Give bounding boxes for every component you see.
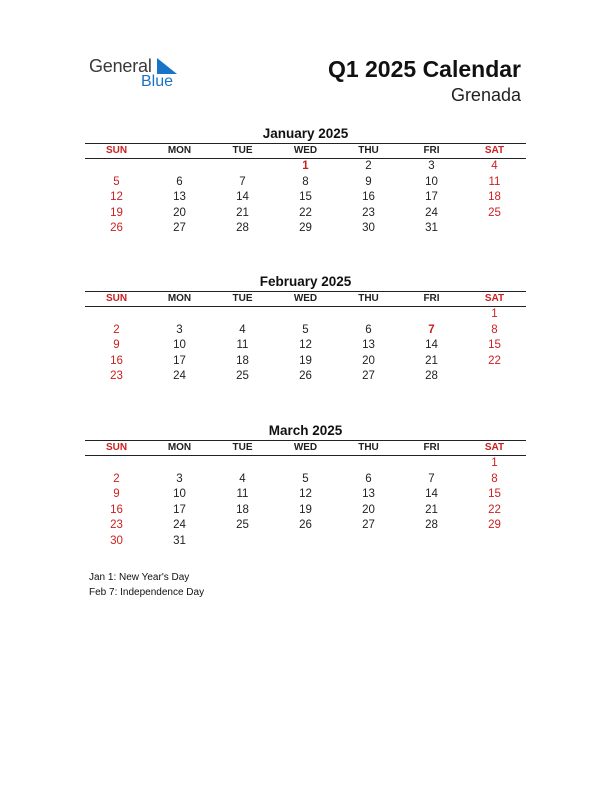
day-cell: 13 [362, 339, 375, 351]
weekday-label: SUN [105, 442, 128, 453]
day-cell: 12 [110, 191, 123, 203]
week-row [85, 472, 526, 488]
day-cell: 9 [365, 175, 372, 188]
day-cell: 4 [239, 472, 246, 485]
day-cell: 4 [239, 323, 246, 336]
weekday-label: THU [358, 293, 379, 304]
day-cell: 19 [299, 503, 312, 516]
week-row [85, 518, 526, 534]
day-cell: 17 [173, 503, 186, 516]
weekday-label: SAT [484, 145, 505, 156]
day-cell: 23 [110, 370, 123, 382]
day-cell: 31 [173, 534, 186, 547]
empty-day-cell [337, 534, 400, 550]
day-cell: 6 [365, 323, 372, 336]
day-cell: 22 [488, 503, 501, 516]
weekday-label: SUN [105, 145, 128, 156]
day-cell: 20 [362, 503, 375, 516]
weekday-label: WED [293, 293, 318, 304]
day-cell: 15 [488, 488, 501, 500]
day-cell: 2 [113, 323, 120, 336]
day-cell: 18 [488, 191, 501, 203]
day-cell: 2 [113, 472, 120, 485]
day-cell: 11 [236, 488, 249, 500]
empty-day-cell [85, 456, 148, 472]
day-cell: 25 [236, 519, 249, 531]
day-cell: 27 [362, 370, 375, 382]
weekday-label: THU [358, 442, 379, 453]
day-cell: 23 [362, 206, 375, 219]
month-title: February 2025 [259, 274, 352, 289]
weekday-label: SAT [484, 442, 505, 453]
week-row [85, 307, 526, 323]
empty-day-cell [337, 456, 400, 472]
weekday-header-row [85, 143, 526, 159]
empty-day-cell [211, 534, 274, 550]
day-cell: 16 [110, 354, 123, 367]
day-cell: 3 [428, 160, 435, 172]
weekday-label: WED [293, 442, 318, 453]
day-cell: 19 [299, 354, 312, 367]
day-cell: 8 [491, 472, 498, 485]
day-cell: 5 [113, 175, 120, 188]
empty-day-cell [211, 307, 274, 323]
day-cell: 6 [365, 472, 372, 485]
day-cell: 26 [299, 370, 312, 382]
day-cell: 24 [425, 206, 438, 219]
month-january [85, 124, 526, 237]
day-cell: 22 [488, 354, 501, 367]
day-cell: 10 [173, 488, 186, 500]
weekday-label: MON [167, 442, 192, 453]
empty-day-cell [211, 159, 274, 175]
empty-day-cell [400, 307, 463, 323]
weekday-label: FRI [423, 442, 440, 453]
day-cell: 8 [302, 175, 309, 188]
weekday-header-row [85, 440, 526, 456]
weekday-label: THU [358, 145, 379, 156]
day-cell: 3 [176, 323, 183, 336]
week-row [85, 354, 526, 370]
day-cell: 18 [236, 354, 249, 367]
day-cell: 17 [173, 354, 186, 367]
day-cell: 26 [110, 222, 123, 234]
country-subtitle: Grenada [450, 85, 521, 105]
empty-day-cell [85, 159, 148, 175]
month-title: March 2025 [268, 423, 343, 438]
week-row [85, 323, 526, 339]
weekday-label: MON [167, 145, 192, 156]
day-cell: 28 [425, 370, 438, 382]
day-cell: 3 [176, 472, 183, 485]
day-cell: 13 [173, 191, 186, 203]
day-cell: 14 [236, 191, 249, 203]
day-cell: 21 [425, 503, 438, 516]
empty-day-cell [337, 307, 400, 323]
empty-day-cell [400, 534, 463, 550]
day-cell: 23 [110, 519, 123, 531]
day-cell: 1 [302, 160, 309, 172]
day-cell: 24 [173, 519, 186, 531]
day-cell: 6 [176, 175, 183, 188]
month-title: January 2025 [262, 126, 349, 141]
logo-blue-text: Blue [141, 73, 174, 90]
empty-day-cell [463, 369, 526, 385]
day-cell: 19 [110, 206, 123, 219]
week-row [85, 369, 526, 385]
weekday-label: WED [293, 145, 318, 156]
day-cell: 22 [299, 206, 312, 219]
empty-day-cell [274, 456, 337, 472]
month-march [85, 421, 526, 549]
day-cell: 15 [488, 339, 501, 351]
day-cell: 30 [362, 222, 375, 234]
page-title: Q1 2025 Calendar [327, 56, 521, 82]
day-cell: 16 [362, 191, 375, 203]
day-cell: 31 [425, 222, 438, 234]
day-cell: 18 [236, 503, 249, 516]
empty-day-cell [148, 456, 211, 472]
day-cell: 9 [113, 488, 120, 500]
day-cell: 15 [299, 191, 312, 203]
day-cell: 25 [488, 206, 501, 219]
day-cell: 27 [362, 519, 375, 531]
day-cell: 8 [491, 323, 498, 336]
generalblue-logo [89, 56, 199, 96]
day-cell: 27 [173, 222, 186, 234]
logo-general-text: General [89, 56, 152, 76]
empty-day-cell [274, 307, 337, 323]
week-row [85, 175, 526, 191]
day-cell: 16 [110, 503, 123, 516]
day-cell: 1 [491, 308, 498, 320]
empty-day-cell [211, 456, 274, 472]
weekday-label: TUE [232, 442, 253, 453]
weekday-label: MON [167, 293, 192, 304]
holiday-note: Jan 1: New Year's Day [89, 572, 190, 583]
day-cell: 7 [428, 472, 435, 485]
day-cell: 30 [110, 534, 123, 547]
logo-flag-icon [157, 58, 179, 74]
empty-day-cell [148, 159, 211, 175]
day-cell: 7 [428, 323, 435, 336]
week-row [85, 159, 526, 175]
day-cell: 29 [488, 519, 501, 531]
day-cell: 1 [491, 457, 498, 469]
week-row [85, 456, 526, 472]
day-cell: 29 [299, 222, 312, 234]
day-cell: 2 [365, 160, 372, 172]
day-cell: 5 [302, 472, 309, 485]
weekday-label: FRI [423, 293, 440, 304]
day-cell: 12 [299, 488, 312, 500]
day-cell: 20 [362, 354, 375, 367]
empty-day-cell [400, 456, 463, 472]
weekday-label: FRI [423, 145, 440, 156]
day-cell: 10 [173, 339, 186, 351]
day-cell: 12 [299, 339, 312, 351]
month-february [85, 272, 526, 385]
day-cell: 25 [236, 370, 249, 382]
day-cell: 14 [425, 339, 438, 351]
week-row [85, 534, 526, 550]
weekday-label: TUE [232, 293, 253, 304]
weekday-label: SUN [105, 293, 128, 304]
week-row [85, 487, 526, 503]
day-cell: 9 [113, 339, 120, 351]
weekday-label: SAT [484, 293, 505, 304]
day-cell: 21 [236, 206, 249, 219]
day-cell: 21 [425, 354, 438, 367]
day-cell: 11 [236, 339, 249, 351]
weekday-header-row [85, 291, 526, 307]
day-cell: 5 [302, 323, 309, 336]
day-cell: 7 [239, 175, 246, 188]
holiday-note: Feb 7: Independence Day [89, 586, 205, 598]
empty-day-cell [148, 307, 211, 323]
day-cell: 17 [425, 191, 438, 203]
day-cell: 28 [425, 519, 438, 531]
holiday-notes [89, 571, 204, 600]
empty-day-cell [274, 534, 337, 550]
day-cell: 24 [173, 370, 186, 382]
empty-day-cell [463, 534, 526, 550]
day-cell: 13 [362, 488, 375, 500]
week-row [85, 503, 526, 519]
week-row [85, 338, 526, 354]
day-cell: 26 [299, 519, 312, 531]
day-cell: 14 [425, 488, 438, 500]
week-row [85, 221, 526, 237]
day-cell: 4 [491, 160, 498, 172]
empty-day-cell [85, 307, 148, 323]
day-cell: 28 [236, 222, 249, 234]
week-row [85, 190, 526, 206]
day-cell: 20 [173, 206, 186, 219]
weekday-label: TUE [232, 145, 253, 156]
day-cell: 10 [425, 175, 438, 188]
day-cell: 11 [488, 175, 501, 188]
empty-day-cell [463, 221, 526, 237]
week-row [85, 206, 526, 222]
